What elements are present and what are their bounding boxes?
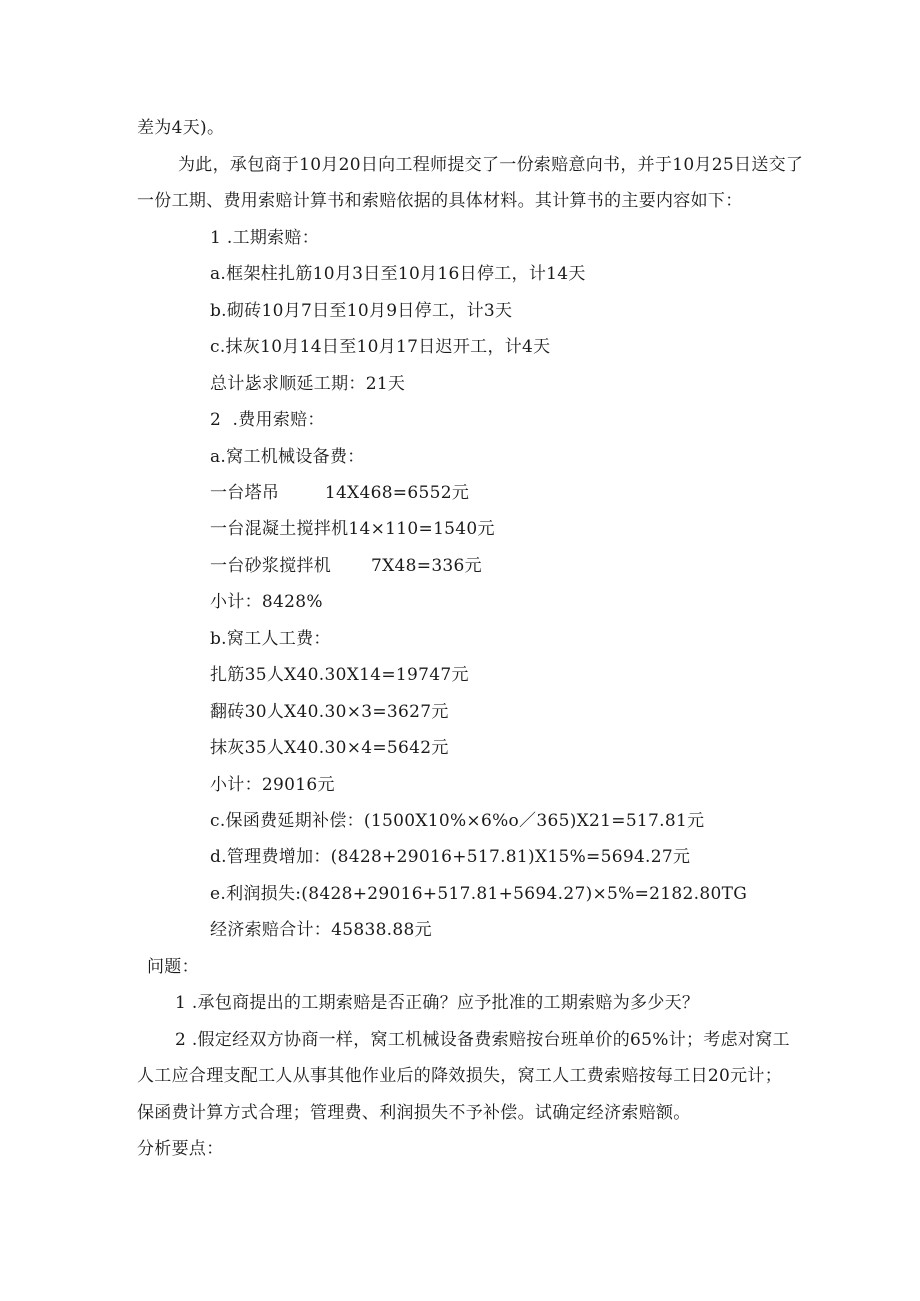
text-line: 保函费计算方式合理；管理费、利润损失不予补偿。试确定经济索赔额。 bbox=[137, 1103, 691, 1123]
text-line: 抹灰35人X40.30×4=5642元 bbox=[210, 738, 449, 758]
text-line: 小计：8428% bbox=[210, 592, 323, 612]
text-line: a.框架柱扎筋10月3日至10月16日停工，计14天 bbox=[210, 264, 586, 284]
text-line: c.抹灰10月14日至10月17日迟开工，计4天 bbox=[210, 337, 551, 357]
text-line: 总计毖求顺延工期：21天 bbox=[210, 374, 406, 394]
text-line: 小计：29016元 bbox=[210, 775, 335, 795]
text-line: 经济索赔合计：45838.88元 bbox=[210, 920, 432, 940]
text-line: 2 .费用索赔： bbox=[210, 410, 325, 430]
text-line: 人工应合理支配工人从事其他作业后的降效损失，窝工人工费索赔按每工日20元计； bbox=[137, 1066, 783, 1086]
text-line: 1 .工期索赔： bbox=[210, 228, 320, 248]
text-line: 2 .假定经双方协商一样，窝工机械设备费索赔按台班单价的65%计；考虑对窝工 bbox=[175, 1030, 790, 1050]
text-line: 差为4天)。 bbox=[137, 118, 225, 138]
text-line: 一台塔吊 14X468=6552元 bbox=[210, 483, 470, 503]
text-line: 一份工期、费用索赔计算书和索赔依据的具体材料。其计算书的主要内容如下： bbox=[137, 191, 743, 211]
text-line: e.利润损失:(8428+29016+517.81+5694.27)×5%=2182.80TG bbox=[210, 884, 748, 904]
text-line: 1 .承包商提出的工期索赔是否正确？应予批准的工期索赔为多少天？ bbox=[175, 993, 700, 1013]
text-line: d.管理费增加：(8428+29016+517.81)X15%=5694.27元 bbox=[210, 847, 691, 867]
text-line: b.砌砖10月7日至10月9日停工，计3天 bbox=[210, 301, 513, 321]
text-line: 为此，承包商于10月20日向工程师提交了一份索赔意向书，并于10月25日送交了 bbox=[178, 155, 804, 175]
text-line: 分析要点： bbox=[137, 1139, 224, 1159]
text-line: b.窝工人工费： bbox=[210, 629, 331, 649]
text-line: a.窝工机械设备费： bbox=[210, 447, 365, 467]
text-line: 问题： bbox=[147, 957, 199, 977]
text-line: 扎筋35人X40.30X14=19747元 bbox=[210, 665, 469, 685]
text-line: c.保函费延期补偿：(1500X10%×6%o／365)X21=517.81元 bbox=[210, 811, 705, 831]
text-line: 翻砖30人X40.30×3=3627元 bbox=[210, 702, 449, 722]
text-line: 一台砂浆搅拌机 7X48=336元 bbox=[210, 556, 482, 576]
text-line: 一台混凝土搅拌机14×110=1540元 bbox=[210, 519, 495, 539]
